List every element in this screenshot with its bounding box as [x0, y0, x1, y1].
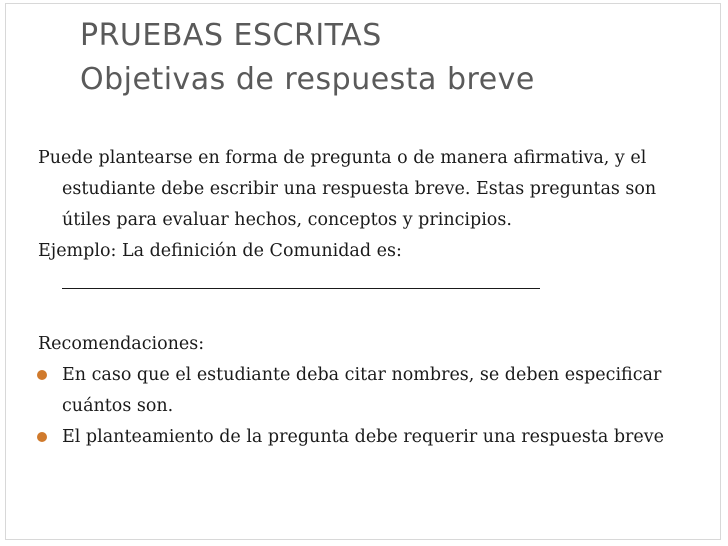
spacer: [38, 298, 698, 329]
answer-blank-line: [38, 267, 698, 298]
recommendation-item: [38, 360, 698, 422]
recommendation-text: En caso que el estudiante deba citar nombres, se deben especificar cuántos son.: [62, 365, 662, 416]
slide-body: [38, 143, 698, 453]
blank-underline: [62, 288, 540, 289]
example-paragraph: Ejemplo: La definición de Comunidad es:: [38, 241, 402, 261]
title-line-1: PRUEBAS ESCRITAS: [80, 18, 382, 53]
title-line-2: Objetivas de respuesta breve: [80, 62, 535, 97]
recommendation-text: El planteamiento de la pregunta debe requerir una respuesta breve: [62, 427, 664, 447]
slide-title: [80, 14, 535, 102]
bullet-icon: [37, 370, 47, 380]
intro-paragraph: Puede plantearse en forma de pregunta o de manera afirmativa, y el estudiante debe escribir una respuesta breve. Estas preguntas son útiles para evaluar hechos, conceptos y principios.: [38, 148, 657, 230]
recommendations-heading: Recomendaciones:: [38, 334, 205, 354]
recommendation-item: [38, 422, 698, 453]
bullet-icon: [37, 432, 47, 442]
